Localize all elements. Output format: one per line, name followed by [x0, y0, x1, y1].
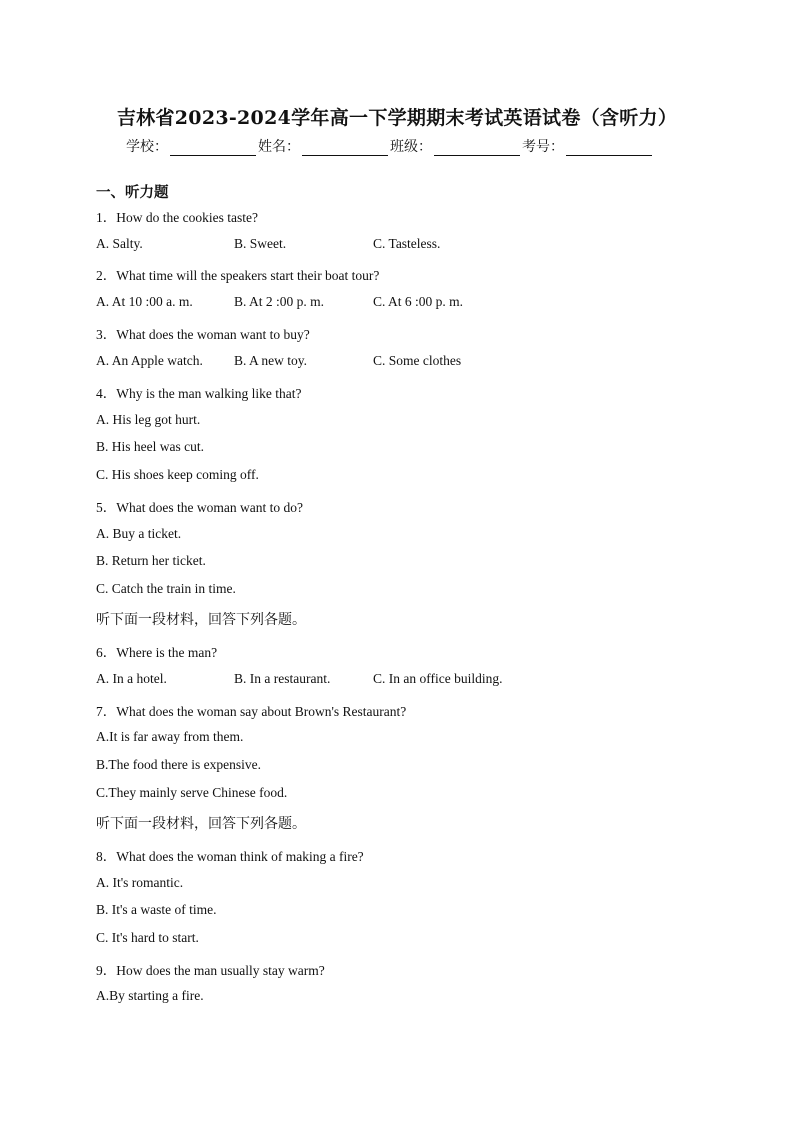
exam-number-blank[interactable]: [566, 139, 652, 156]
name-field: [258, 136, 390, 156]
answer-option: C. It's hard to start.: [96, 930, 199, 945]
answer-option: C. Catch the train in time.: [96, 581, 236, 596]
listen-instruction: 听下面一段材料，回答下列各题。: [96, 816, 306, 832]
answer-option: B. It's a waste of time.: [96, 902, 217, 917]
answer-option: B. In a restaurant.: [234, 671, 331, 686]
answer-option: B. At 2 :00 p. m.: [234, 294, 325, 309]
section-title: 一、听力题: [96, 185, 169, 201]
school-blank[interactable]: [170, 139, 256, 156]
answer-option: C. At 6 :00 p. m.: [373, 294, 464, 309]
answer-option: A. In a hotel.: [96, 671, 167, 686]
listen-instruction: 听下面一段材料，回答下列各题。: [96, 612, 306, 628]
question-stem: 6．Where is the man?: [96, 645, 218, 660]
answer-option: A. Salty.: [96, 236, 143, 251]
answer-option: A. Buy a ticket.: [96, 526, 182, 541]
answer-option: B. A new toy.: [234, 353, 308, 368]
answer-option: A.By starting a fire.: [96, 988, 204, 1003]
answer-option: B.The food there is expensive.: [96, 757, 261, 772]
question-stem: 3．What does the woman want to buy?: [96, 327, 310, 342]
answer-option: A. It's romantic.: [96, 875, 184, 890]
answer-option: B. His heel was cut.: [96, 439, 204, 454]
answer-option: C. Some clothes: [373, 353, 462, 368]
page-title: 吉林省2023-2024学年高一下学期期末考试英语试卷（含听力）: [116, 107, 678, 129]
name-label: 姓名：: [258, 139, 300, 155]
school-label: 学校：: [126, 139, 168, 155]
answer-option: A.It is far away from them.: [96, 729, 244, 744]
question-stem: 1．How do the cookies taste?: [96, 210, 258, 225]
answer-option: A. His leg got hurt.: [96, 412, 201, 427]
answer-option: B. Sweet.: [234, 236, 287, 251]
exam-number-label: 考号：: [522, 139, 564, 155]
answer-option: C.They mainly serve Chinese food.: [96, 785, 288, 800]
class-label: 班级：: [390, 139, 432, 155]
class-blank[interactable]: [434, 139, 520, 156]
student-info-row: [126, 136, 654, 156]
question-stem: 7．What does the woman say about Brown's Restaurant?: [96, 704, 407, 719]
question-stem: 4．Why is the man walking like that?: [96, 386, 302, 401]
school-field: [126, 136, 258, 156]
answer-option: A. At 10 :00 a. m.: [96, 294, 193, 309]
answer-option: A. An Apple watch.: [96, 353, 203, 368]
question-stem: 9．How does the man usually stay warm?: [96, 963, 325, 978]
answer-option: C. Tasteless.: [373, 236, 441, 251]
class-field: [390, 136, 522, 156]
question-stem: 8．What does the woman think of making a fire?: [96, 849, 364, 864]
answer-option: C. In an office building.: [373, 671, 503, 686]
question-stem: 5．What does the woman want to do?: [96, 500, 303, 515]
answer-option: B. Return her ticket.: [96, 553, 206, 568]
answer-option: C. His shoes keep coming off.: [96, 467, 259, 482]
question-stem: 2．What time will the speakers start their boat tour?: [96, 268, 380, 283]
exam-number-field: [522, 136, 654, 156]
name-blank[interactable]: [302, 139, 388, 156]
